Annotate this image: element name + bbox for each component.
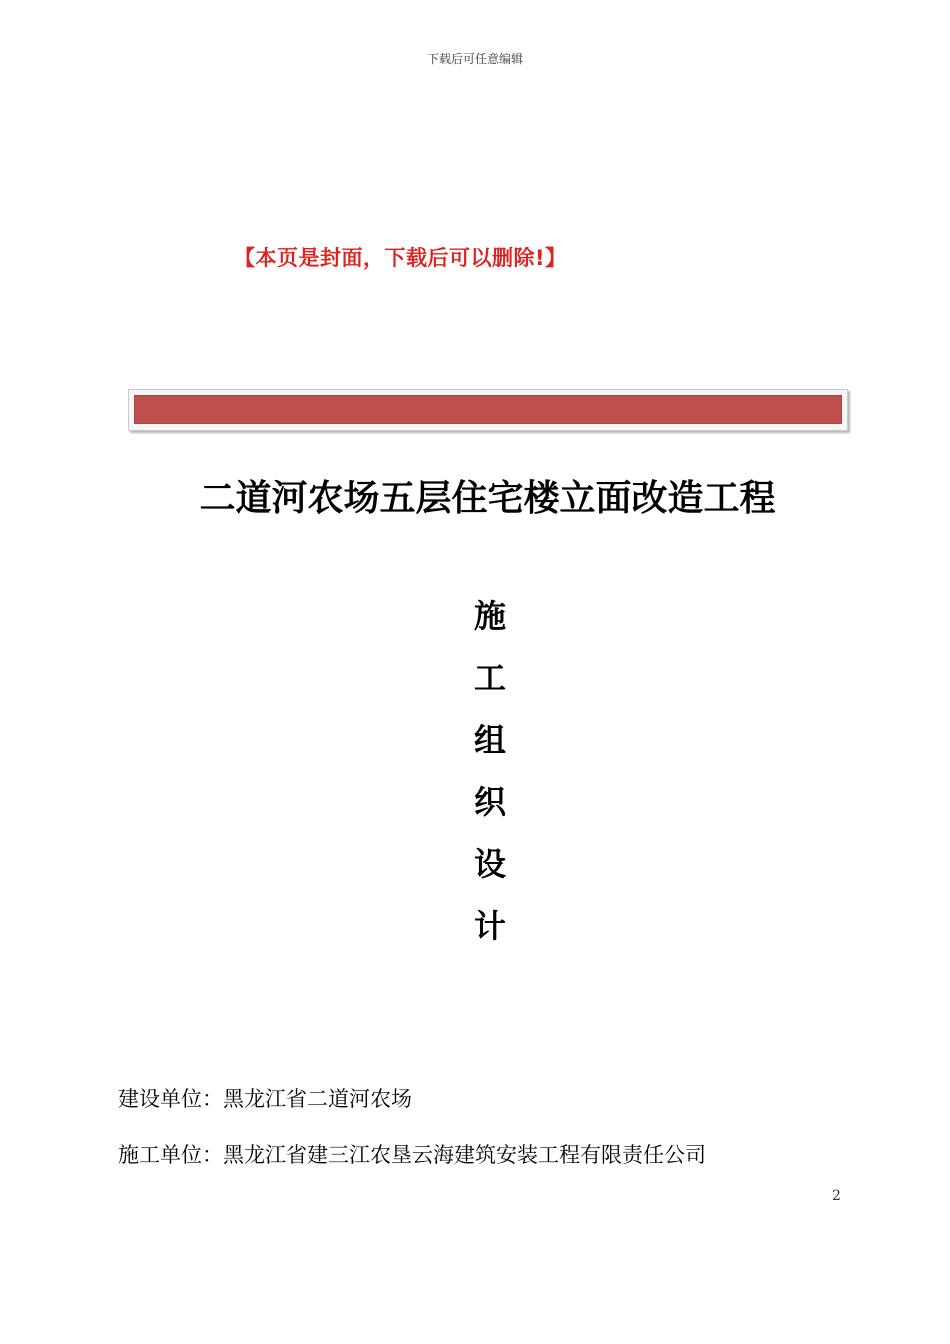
document-type-char: 工: [473, 659, 506, 697]
document-type-char: 设: [473, 845, 506, 883]
document-type-char: 组: [473, 721, 506, 759]
page-number: 2: [832, 1188, 841, 1204]
header-note: 下载后可任意编辑: [426, 52, 523, 66]
project-title: 二道河农场五层住宅楼立面改造工程: [199, 477, 776, 519]
document-type-title: [460, 590, 520, 962]
decorative-banner: [128, 389, 848, 431]
document-type-char: 织: [473, 783, 506, 821]
contractor-line: 施工单位：黑龙江省建三江农垦云海建筑安装工程有限责任公司: [118, 1143, 706, 1167]
construction-owner-line: 建设单位：黑龙江省二道河农场: [118, 1087, 412, 1111]
document-type-char: 施: [473, 597, 506, 635]
decorative-banner-bar: [134, 395, 842, 424]
document-type-char: 计: [473, 907, 506, 945]
cover-removal-notice: 【本页是封面，下载后可以删除!】: [234, 246, 567, 270]
